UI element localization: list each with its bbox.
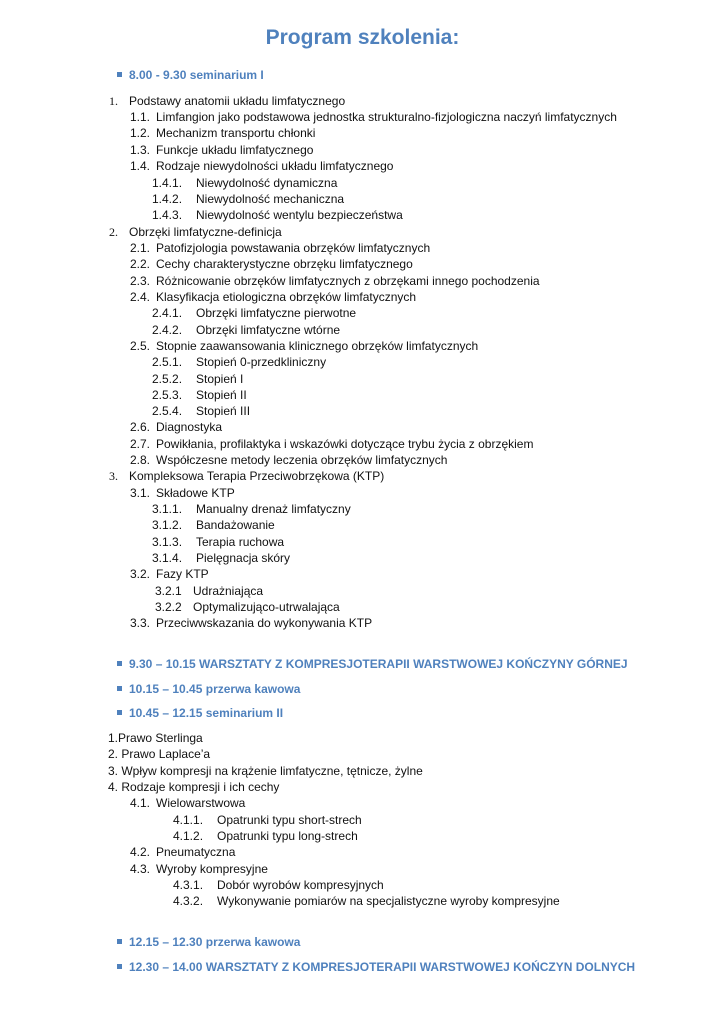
outline-number: 2.6. xyxy=(130,420,151,434)
schedule-item-text: 10.45 – 12.15 seminarium II xyxy=(129,706,284,720)
outline-item xyxy=(130,566,209,582)
outline-text: Stopień 0-przedkliniczny xyxy=(196,355,327,369)
outline-number: 1.4.2. xyxy=(152,192,183,206)
outline-text: Kompleksowa Terapia Przeciwobrzękowa (KTP) xyxy=(129,469,385,483)
outline-item xyxy=(130,452,447,468)
outline-text: Wielowarstwowa xyxy=(156,796,246,810)
outline-number: 3. xyxy=(108,764,119,778)
schedule-item-text: 12.15 – 12.30 przerwa kawowa xyxy=(129,935,301,949)
outline-text: Pielęgnacja skóry xyxy=(196,551,291,565)
outline-text: Powikłania, profilaktyka i wskazówki dotyczące trybu życia z obrzękiem xyxy=(156,437,534,451)
outline-text: Wykonywanie pomiarów na specjalistyczne wyroby kompresyjne xyxy=(217,894,560,908)
outline-text: Dobór wyrobów kompresyjnych xyxy=(217,878,384,892)
outline-number: 2. xyxy=(108,747,119,761)
outline-text: Manualny drenaż limfatyczny xyxy=(196,502,351,516)
outline-text: Mechanizm transportu chłonki xyxy=(156,126,316,140)
page-title: Program szkolenia: xyxy=(265,26,460,49)
outline-text: Limfangion jako podstawowa jednostka strukturalno-fizjologiczna naczyń limfatycznych xyxy=(156,110,617,124)
outline-item xyxy=(130,240,430,256)
outline-number: 3.2.1 xyxy=(155,584,182,598)
outline-number: 1.2. xyxy=(130,126,151,140)
schedule-item xyxy=(117,935,300,949)
outline-item xyxy=(130,436,533,452)
outline-item xyxy=(130,844,235,860)
outline-text: Terapia ruchowa xyxy=(196,535,285,549)
schedule-item-text: 10.15 – 10.45 przerwa kawowa xyxy=(129,682,301,696)
outline-item xyxy=(173,828,358,844)
outline-number: 1. xyxy=(109,94,118,108)
outline-item xyxy=(130,419,222,435)
outline-text: Stopnie zaawansowania klinicznego obrzęków limfatycznych xyxy=(156,339,479,353)
outline-item xyxy=(130,109,617,125)
bullet-square-icon xyxy=(117,661,122,666)
outline-item xyxy=(152,191,344,207)
outline-text: Przeciwwskazania do wykonywania KTP xyxy=(156,616,373,630)
outline-number: 3.3. xyxy=(130,616,151,630)
schedule-item-text: 12.30 – 14.00 WARSZTATY Z KOMPRESJOTERAPII WARSTWOWEJ KOŃCZYN DOLNYCH xyxy=(129,960,636,974)
outline-number: 2.4. xyxy=(130,290,151,304)
outline-number: 1.4.3. xyxy=(152,208,183,222)
outline-text: Składowe KTP xyxy=(156,486,235,500)
outline-item xyxy=(130,485,235,501)
outline-number: 2.4.1. xyxy=(152,306,183,320)
outline-item xyxy=(130,142,313,158)
outline-item xyxy=(173,893,560,909)
outline-item xyxy=(152,387,247,403)
outline-number: 3.1.1. xyxy=(152,502,183,516)
outline-number: 2.5.2. xyxy=(152,372,183,386)
outline-text: Opatrunki typu long-strech xyxy=(217,829,358,843)
outline-text: Opatrunki typu short-strech xyxy=(217,813,362,827)
schedule-item xyxy=(117,657,628,671)
outline-item xyxy=(152,175,337,191)
outline-number: 1.3. xyxy=(130,143,151,157)
outline-item xyxy=(108,763,423,779)
outline-number: 1.4.1. xyxy=(152,176,183,190)
outline-number: 2.5.1. xyxy=(152,355,183,369)
outline-item xyxy=(130,615,372,631)
outline-number: 1.1. xyxy=(130,110,151,124)
outline-text: Podstawy anatomii układu limfatycznego xyxy=(129,94,346,108)
outline-number: 2.5. xyxy=(130,339,151,353)
schedule-item xyxy=(117,706,283,720)
outline-text: Diagnostyka xyxy=(156,420,223,434)
outline-text: Stopień I xyxy=(196,372,244,386)
outline-number: 2.5.4. xyxy=(152,404,183,418)
outline-number: 4.2. xyxy=(130,845,151,859)
outline-number: 4.3. xyxy=(130,862,151,876)
outline-number: 3.1.3. xyxy=(152,535,183,549)
outline-text: Obrzęki limfatyczne wtórne xyxy=(196,323,341,337)
outline-text: Rodzaje niewydolności układu limfatycznego xyxy=(156,159,394,173)
outline-item xyxy=(152,501,351,517)
outline-number: 2.5.3. xyxy=(152,388,183,402)
outline-text: Klasyfikacja etiologiczna obrzęków limfatycznych xyxy=(156,290,417,304)
outline-number: 1.4. xyxy=(130,159,151,173)
outline-text: Niewydolność wentylu bezpieczeństwa xyxy=(196,208,403,222)
outline-number: 2.8. xyxy=(130,453,151,467)
outline-text: Udrażniająca xyxy=(193,584,264,598)
outline-text: Wpływ kompresji na krążenie limfatyczne, tętnicze, żylne xyxy=(121,764,423,778)
outline-item xyxy=(155,583,263,599)
outline-text: Prawo Sterlinga xyxy=(118,731,203,745)
outline-item xyxy=(152,403,250,419)
outline-item xyxy=(130,795,245,811)
bullet-square-icon xyxy=(117,939,122,944)
outline-number: 2.1. xyxy=(130,241,151,255)
outline-text: Niewydolność dynamiczna xyxy=(196,176,338,190)
outline-number: 3.1. xyxy=(130,486,151,500)
outline-item xyxy=(173,877,384,893)
outline-item xyxy=(155,599,340,615)
outline-item xyxy=(130,338,478,354)
outline-number: 2.2. xyxy=(130,257,151,271)
outline-number: 3. xyxy=(109,469,118,483)
outline-text: Optymalizująco-utrwalająca xyxy=(193,600,340,614)
outline-text: Stopień III xyxy=(196,404,251,418)
schedule-item xyxy=(117,960,635,974)
bullet-square-icon xyxy=(117,72,122,77)
outline-number: 4.1.1. xyxy=(173,813,204,827)
outline-text: Funkcje układu limfatycznego xyxy=(156,143,314,157)
outline-text: Wyroby kompresyjne xyxy=(156,862,268,876)
outline-text: Patofizjologia powstawania obrzęków limfatycznych xyxy=(156,241,431,255)
outline-item xyxy=(109,468,384,484)
outline-item xyxy=(130,256,413,272)
outline-text: Obrzęki limfatyczne pierwotne xyxy=(196,306,357,320)
outline-text: Współczesne metody leczenia obrzęków limfatycznych xyxy=(156,453,448,467)
outline-text: Stopień II xyxy=(196,388,247,402)
outline-item xyxy=(108,746,210,762)
outline-text: Cechy charakterystyczne obrzęku limfatycznego xyxy=(156,257,413,271)
outline-item xyxy=(152,517,275,533)
outline-number: 4.3.2. xyxy=(173,894,204,908)
outline-text: Prawo Laplace’a xyxy=(121,747,211,761)
outline-number: 3.1.2. xyxy=(152,518,183,532)
schedule-item xyxy=(117,682,300,696)
outline-text: Obrzęki limfatyczne-definicja xyxy=(129,225,282,239)
outline-number: 2.7. xyxy=(130,437,151,451)
outline-item xyxy=(130,273,540,289)
schedule-item-text: 9.30 – 10.15 WARSZTATY Z KOMPRESJOTERAPII WARSTWOWEJ KOŃCZYNY GÓRNEJ xyxy=(129,657,628,671)
outline-text: Różnicowanie obrzęków limfatycznych z obrzękami innego pochodzenia xyxy=(156,274,540,288)
outline-item xyxy=(152,534,284,550)
outline-item xyxy=(130,125,315,141)
outline-text: Pneumatyczna xyxy=(156,845,236,859)
outline-item xyxy=(152,371,243,387)
outline-text: Bandażowanie xyxy=(196,518,275,532)
outline-number: 4. xyxy=(108,780,119,794)
outline-number: 2.3. xyxy=(130,274,151,288)
outline-item xyxy=(109,93,345,109)
outline-number: 2.4.2. xyxy=(152,323,183,337)
outline-text: Rodzaje kompresji i ich cechy xyxy=(121,780,280,794)
outline-number: 1. xyxy=(108,731,119,745)
outline-item xyxy=(152,354,326,370)
outline-item xyxy=(152,207,403,223)
outline-item xyxy=(130,289,416,305)
outline-item xyxy=(173,812,362,828)
outline-item xyxy=(109,224,282,240)
outline-item xyxy=(130,158,393,174)
outline-number: 4.1. xyxy=(130,796,151,810)
outline-text: Niewydolność mechaniczna xyxy=(196,192,345,206)
outline-item xyxy=(152,550,290,566)
bullet-square-icon xyxy=(117,686,122,691)
schedule-item-text: 8.00 - 9.30 seminarium I xyxy=(129,68,264,82)
bullet-square-icon xyxy=(117,964,122,969)
outline-item xyxy=(152,305,356,321)
outline-item xyxy=(108,730,203,746)
outline-item xyxy=(152,322,340,338)
outline-item xyxy=(130,861,268,877)
outline-item xyxy=(108,779,279,795)
outline-number: 3.2.2 xyxy=(155,600,182,614)
outline-number: 3.1.4. xyxy=(152,551,183,565)
bullet-square-icon xyxy=(117,710,122,715)
outline-number: 2. xyxy=(109,225,118,239)
outline-number: 4.1.2. xyxy=(173,829,204,843)
outline-number: 4.3.1. xyxy=(173,878,204,892)
outline-number: 3.2. xyxy=(130,567,151,581)
schedule-item xyxy=(117,68,264,82)
outline-text: Fazy KTP xyxy=(156,567,209,581)
